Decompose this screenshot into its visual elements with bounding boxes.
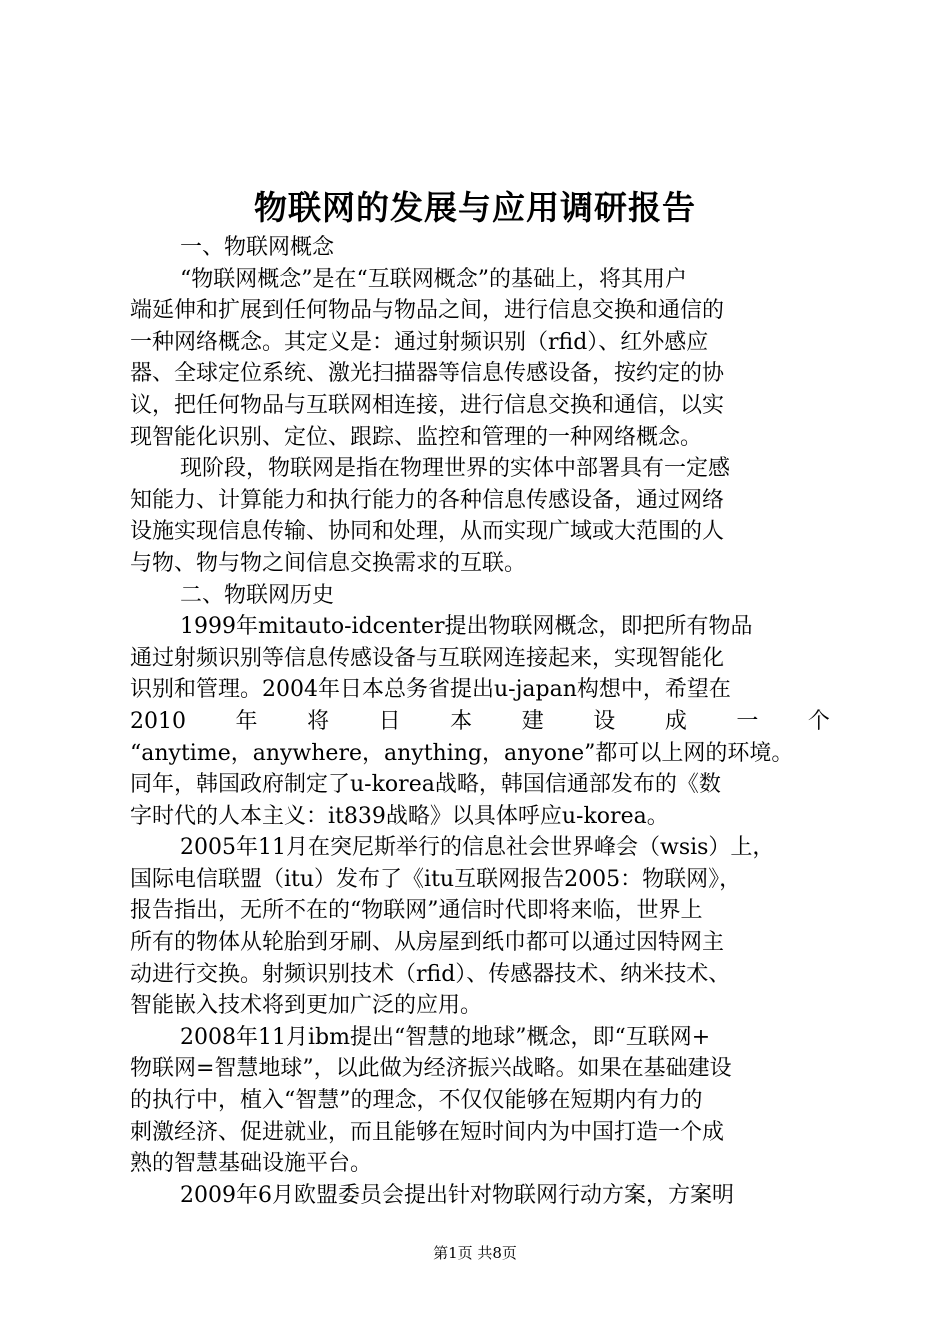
justified-word: 2010 <box>130 708 186 734</box>
justified-word: 年 <box>235 708 258 734</box>
paragraph-line: 字时代的人本主义：it839战略》以具体呼应u-korea。 <box>130 803 669 829</box>
justified-word: 建 <box>521 708 544 734</box>
paragraph-line: 智能嵌入技术将到更加广泛的应用。 <box>130 993 483 1019</box>
paragraph-line: 现智能化识别、定位、跟踪、监控和管理的一种网络概念。 <box>130 424 703 450</box>
paragraph-line: 刺激经济、促进就业，而且能够在短时间内为中国打造一个成 <box>130 1119 725 1145</box>
justified-word: 将 <box>307 708 330 734</box>
paragraph-line: “anytime，anywhere，anything，anyone”都可以上网的环境。 <box>130 740 794 766</box>
paragraph-line: 识别和管理。2004年日本总务省提出u-japan构想中，希望在 <box>130 677 731 703</box>
paragraph-line: 同年，韩国政府制定了u-korea战略，韩国信通部发布的《数 <box>130 772 721 798</box>
paragraph-line: 1999年mitauto-idcenter提出物联网概念，即把所有物品 <box>180 614 753 640</box>
paragraph-line: 与物、物与物之间信息交换需求的互联。 <box>130 550 527 576</box>
justified-word: 成 <box>664 708 687 734</box>
paragraph-line: 动进行交换。射频识别技术（rfid）、传感器技术、纳米技术、 <box>130 961 731 987</box>
paragraph-line: 2005年11月在突尼斯举行的信息社会世界峰会（wsis）上， <box>180 835 775 861</box>
paragraph-line: 报告指出，无所不在的“物联网”通信时代即将来临，世界上 <box>130 898 703 924</box>
paragraph-line: 的执行中，植入“智慧”的理念，不仅仅能够在短期内有力的 <box>130 1088 703 1114</box>
justified-word: 一 <box>736 708 759 734</box>
paragraph-line: 知能力、计算能力和执行能力的各种信息传感设备，通过网络 <box>130 487 725 513</box>
paragraph-line: 议，把任何物品与互联网相连接，进行信息交换和通信，以实 <box>130 392 725 418</box>
paragraph-line: 2009年6月欧盟委员会提出针对物联网行动方案，方案明 <box>180 1182 734 1208</box>
paragraph-line: 熟的智慧基础设施平台。 <box>130 1151 373 1177</box>
justified-line <box>130 706 830 738</box>
paragraph-line: 2008年11月ibm提出“智慧的地球”概念，即“互联网+ <box>180 1024 711 1050</box>
justified-word: 个 <box>807 708 830 734</box>
section-heading-history: 二、物联网历史 <box>180 582 335 608</box>
paragraph-line: “物联网概念”是在“互联网概念”的基础上，将其用户 <box>180 266 687 292</box>
page-footer: 第1页 共8页 <box>433 1244 517 1262</box>
justified-word: 本 <box>450 708 473 734</box>
paragraph-line: 现阶段，物联网是指在物理世界的实体中部署具有一定感 <box>180 456 731 482</box>
paragraph-line: 器、全球定位系统、激光扫描器等信息传感设备，按约定的协 <box>130 361 725 387</box>
section-heading-concept: 一、物联网概念 <box>180 235 335 260</box>
paragraph-line: 一种网络概念。其定义是：通过射频识别（rfid）、红外感应 <box>130 329 709 355</box>
paragraph-line: 设施实现信息传输、协同和处理，从而实现广域或大范围的人 <box>130 519 725 545</box>
paragraph-line: 物联网=智慧地球”，以此做为经济振兴战略。如果在基础建设 <box>130 1056 732 1082</box>
paragraph-line: 通过射频识别等信息传感设备与互联网连接起来，实现智能化 <box>130 645 725 671</box>
justified-word: 设 <box>593 708 616 734</box>
paragraph-line: 端延伸和扩展到任何物品与物品之间，进行信息交换和通信的 <box>130 298 725 324</box>
document-title: 物联网的发展与应用调研报告 <box>254 188 696 227</box>
paragraph-line: 国际电信联盟（itu）发布了《itu互联网报告2005：物联网》， <box>130 866 742 892</box>
paragraph-line: 所有的物体从轮胎到牙刷、从房屋到纸巾都可以通过因特网主 <box>130 930 725 956</box>
justified-word: 日 <box>378 708 401 734</box>
document-body <box>130 232 830 1211</box>
